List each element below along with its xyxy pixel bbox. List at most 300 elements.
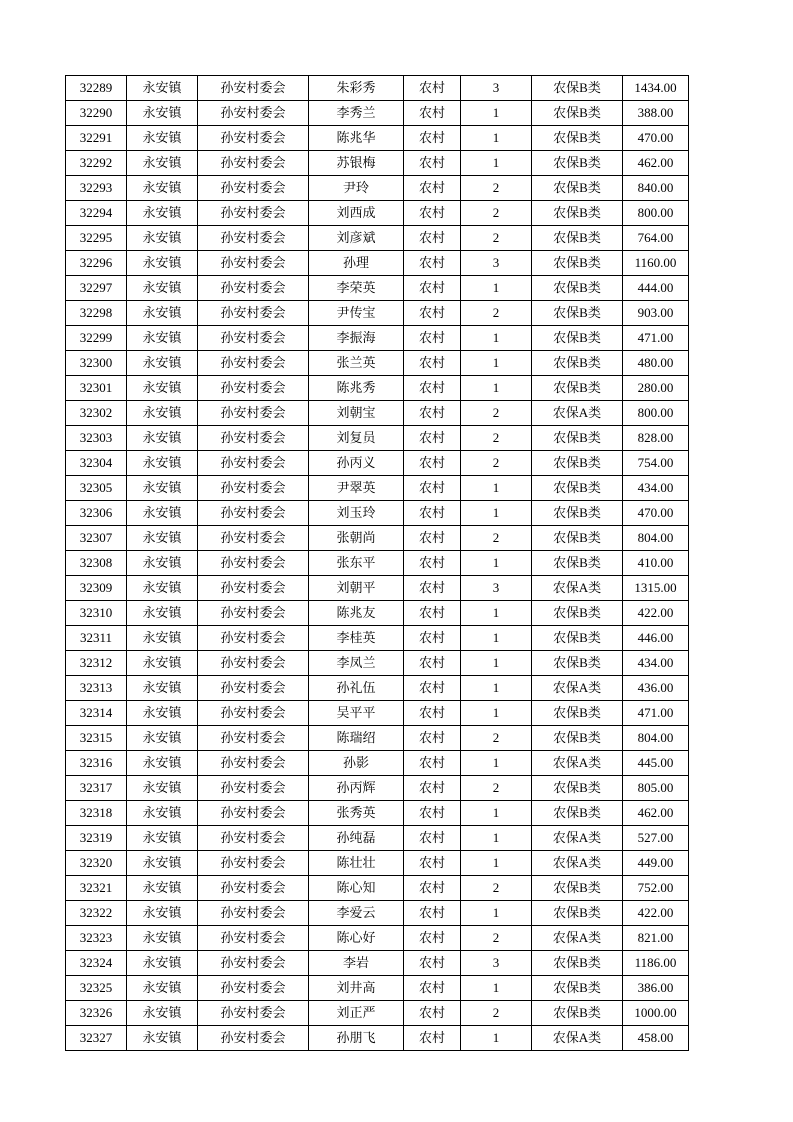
table-row bbox=[66, 76, 689, 101]
table-row bbox=[66, 151, 689, 176]
cell-name: 李凤兰 bbox=[309, 651, 404, 676]
cell-id: 32307 bbox=[66, 526, 127, 551]
cell-type: 农村 bbox=[404, 1001, 461, 1026]
cell-type: 农村 bbox=[404, 876, 461, 901]
cell-count: 2 bbox=[461, 226, 532, 251]
benefits-roster-table bbox=[65, 75, 689, 1051]
cell-count: 1 bbox=[461, 126, 532, 151]
cell-name: 陈心好 bbox=[309, 926, 404, 951]
cell-name: 尹玲 bbox=[309, 176, 404, 201]
cell-amount: 480.00 bbox=[623, 351, 689, 376]
cell-amount: 828.00 bbox=[623, 426, 689, 451]
cell-category: 农保B类 bbox=[532, 476, 623, 501]
cell-type: 农村 bbox=[404, 276, 461, 301]
cell-category: 农保B类 bbox=[532, 276, 623, 301]
cell-town: 永安镇 bbox=[127, 751, 198, 776]
cell-town: 永安镇 bbox=[127, 251, 198, 276]
cell-town: 永安镇 bbox=[127, 876, 198, 901]
cell-count: 1 bbox=[461, 826, 532, 851]
cell-category: 农保A类 bbox=[532, 576, 623, 601]
cell-town: 永安镇 bbox=[127, 951, 198, 976]
table-row bbox=[66, 1001, 689, 1026]
cell-village: 孙安村委会 bbox=[198, 76, 309, 101]
table-row bbox=[66, 876, 689, 901]
cell-amount: 1315.00 bbox=[623, 576, 689, 601]
cell-amount: 458.00 bbox=[623, 1026, 689, 1051]
cell-amount: 1000.00 bbox=[623, 1001, 689, 1026]
cell-amount: 754.00 bbox=[623, 451, 689, 476]
cell-town: 永安镇 bbox=[127, 326, 198, 351]
cell-amount: 764.00 bbox=[623, 226, 689, 251]
cell-type: 农村 bbox=[404, 1026, 461, 1051]
cell-name: 陈兆友 bbox=[309, 601, 404, 626]
cell-type: 农村 bbox=[404, 926, 461, 951]
cell-id: 32302 bbox=[66, 401, 127, 426]
cell-type: 农村 bbox=[404, 426, 461, 451]
cell-village: 孙安村委会 bbox=[198, 126, 309, 151]
cell-id: 32299 bbox=[66, 326, 127, 351]
cell-count: 1 bbox=[461, 501, 532, 526]
cell-amount: 446.00 bbox=[623, 626, 689, 651]
cell-id: 32291 bbox=[66, 126, 127, 151]
cell-id: 32296 bbox=[66, 251, 127, 276]
cell-id: 32321 bbox=[66, 876, 127, 901]
cell-village: 孙安村委会 bbox=[198, 176, 309, 201]
cell-village: 孙安村委会 bbox=[198, 1001, 309, 1026]
cell-town: 永安镇 bbox=[127, 851, 198, 876]
table-row bbox=[66, 176, 689, 201]
cell-type: 农村 bbox=[404, 951, 461, 976]
cell-type: 农村 bbox=[404, 401, 461, 426]
cell-town: 永安镇 bbox=[127, 276, 198, 301]
cell-name: 孙朋飞 bbox=[309, 1026, 404, 1051]
cell-id: 32290 bbox=[66, 101, 127, 126]
cell-amount: 470.00 bbox=[623, 126, 689, 151]
cell-amount: 470.00 bbox=[623, 501, 689, 526]
cell-category: 农保B类 bbox=[532, 701, 623, 726]
cell-category: 农保B类 bbox=[532, 501, 623, 526]
table-row bbox=[66, 976, 689, 1001]
cell-village: 孙安村委会 bbox=[198, 301, 309, 326]
table-row bbox=[66, 401, 689, 426]
cell-amount: 903.00 bbox=[623, 301, 689, 326]
cell-category: 农保B类 bbox=[532, 1001, 623, 1026]
table-row bbox=[66, 651, 689, 676]
cell-name: 刘朝平 bbox=[309, 576, 404, 601]
cell-category: 农保B类 bbox=[532, 426, 623, 451]
cell-town: 永安镇 bbox=[127, 776, 198, 801]
cell-village: 孙安村委会 bbox=[198, 251, 309, 276]
cell-village: 孙安村委会 bbox=[198, 976, 309, 1001]
cell-id: 32306 bbox=[66, 501, 127, 526]
cell-type: 农村 bbox=[404, 851, 461, 876]
cell-name: 李荣英 bbox=[309, 276, 404, 301]
cell-category: 农保A类 bbox=[532, 1026, 623, 1051]
cell-id: 32295 bbox=[66, 226, 127, 251]
cell-type: 农村 bbox=[404, 726, 461, 751]
cell-name: 苏银梅 bbox=[309, 151, 404, 176]
cell-id: 32311 bbox=[66, 626, 127, 651]
cell-amount: 527.00 bbox=[623, 826, 689, 851]
cell-village: 孙安村委会 bbox=[198, 501, 309, 526]
table-row bbox=[66, 601, 689, 626]
cell-amount: 804.00 bbox=[623, 726, 689, 751]
cell-count: 2 bbox=[461, 176, 532, 201]
cell-name: 陈兆华 bbox=[309, 126, 404, 151]
cell-count: 2 bbox=[461, 726, 532, 751]
cell-id: 32301 bbox=[66, 376, 127, 401]
cell-count: 1 bbox=[461, 701, 532, 726]
cell-id: 32314 bbox=[66, 701, 127, 726]
cell-id: 32325 bbox=[66, 976, 127, 1001]
table-row bbox=[66, 226, 689, 251]
cell-count: 1 bbox=[461, 551, 532, 576]
cell-count: 3 bbox=[461, 951, 532, 976]
cell-count: 1 bbox=[461, 326, 532, 351]
cell-town: 永安镇 bbox=[127, 901, 198, 926]
cell-category: 农保A类 bbox=[532, 676, 623, 701]
cell-amount: 445.00 bbox=[623, 751, 689, 776]
table-row bbox=[66, 276, 689, 301]
cell-category: 农保B类 bbox=[532, 226, 623, 251]
cell-category: 农保B类 bbox=[532, 876, 623, 901]
cell-village: 孙安村委会 bbox=[198, 276, 309, 301]
cell-town: 永安镇 bbox=[127, 826, 198, 851]
cell-id: 32294 bbox=[66, 201, 127, 226]
cell-name: 李振海 bbox=[309, 326, 404, 351]
cell-id: 32297 bbox=[66, 276, 127, 301]
cell-village: 孙安村委会 bbox=[198, 676, 309, 701]
cell-category: 农保B类 bbox=[532, 901, 623, 926]
cell-village: 孙安村委会 bbox=[198, 226, 309, 251]
table-row bbox=[66, 251, 689, 276]
cell-count: 2 bbox=[461, 776, 532, 801]
cell-category: 农保B类 bbox=[532, 176, 623, 201]
cell-count: 1 bbox=[461, 901, 532, 926]
cell-town: 永安镇 bbox=[127, 176, 198, 201]
cell-town: 永安镇 bbox=[127, 76, 198, 101]
cell-id: 32312 bbox=[66, 651, 127, 676]
cell-town: 永安镇 bbox=[127, 701, 198, 726]
cell-village: 孙安村委会 bbox=[198, 926, 309, 951]
table-row bbox=[66, 126, 689, 151]
cell-id: 32316 bbox=[66, 751, 127, 776]
cell-town: 永安镇 bbox=[127, 601, 198, 626]
cell-type: 农村 bbox=[404, 976, 461, 1001]
cell-type: 农村 bbox=[404, 251, 461, 276]
cell-village: 孙安村委会 bbox=[198, 776, 309, 801]
cell-village: 孙安村委会 bbox=[198, 651, 309, 676]
cell-count: 1 bbox=[461, 101, 532, 126]
cell-name: 陈心知 bbox=[309, 876, 404, 901]
cell-village: 孙安村委会 bbox=[198, 1026, 309, 1051]
cell-category: 农保B类 bbox=[532, 801, 623, 826]
cell-village: 孙安村委会 bbox=[198, 376, 309, 401]
cell-id: 32322 bbox=[66, 901, 127, 926]
cell-village: 孙安村委会 bbox=[198, 451, 309, 476]
cell-id: 32293 bbox=[66, 176, 127, 201]
cell-town: 永安镇 bbox=[127, 651, 198, 676]
cell-count: 3 bbox=[461, 76, 532, 101]
cell-amount: 449.00 bbox=[623, 851, 689, 876]
cell-name: 孙丙辉 bbox=[309, 776, 404, 801]
cell-amount: 434.00 bbox=[623, 476, 689, 501]
cell-type: 农村 bbox=[404, 451, 461, 476]
cell-name: 刘井高 bbox=[309, 976, 404, 1001]
cell-count: 2 bbox=[461, 201, 532, 226]
cell-type: 农村 bbox=[404, 801, 461, 826]
cell-village: 孙安村委会 bbox=[198, 476, 309, 501]
cell-count: 2 bbox=[461, 876, 532, 901]
cell-type: 农村 bbox=[404, 376, 461, 401]
cell-id: 32313 bbox=[66, 676, 127, 701]
cell-type: 农村 bbox=[404, 226, 461, 251]
cell-category: 农保B类 bbox=[532, 651, 623, 676]
cell-amount: 1186.00 bbox=[623, 951, 689, 976]
cell-town: 永安镇 bbox=[127, 801, 198, 826]
cell-count: 1 bbox=[461, 651, 532, 676]
cell-village: 孙安村委会 bbox=[198, 851, 309, 876]
cell-town: 永安镇 bbox=[127, 376, 198, 401]
cell-id: 32303 bbox=[66, 426, 127, 451]
table-row bbox=[66, 701, 689, 726]
table-row bbox=[66, 451, 689, 476]
cell-name: 孙理 bbox=[309, 251, 404, 276]
cell-town: 永安镇 bbox=[127, 126, 198, 151]
cell-count: 1 bbox=[461, 276, 532, 301]
cell-name: 李秀兰 bbox=[309, 101, 404, 126]
cell-id: 32305 bbox=[66, 476, 127, 501]
table-row bbox=[66, 376, 689, 401]
cell-category: 农保A类 bbox=[532, 751, 623, 776]
cell-category: 农保A类 bbox=[532, 851, 623, 876]
cell-name: 张兰英 bbox=[309, 351, 404, 376]
cell-town: 永安镇 bbox=[127, 976, 198, 1001]
cell-town: 永安镇 bbox=[127, 451, 198, 476]
cell-town: 永安镇 bbox=[127, 1001, 198, 1026]
cell-category: 农保A类 bbox=[532, 401, 623, 426]
cell-amount: 752.00 bbox=[623, 876, 689, 901]
cell-name: 李桂英 bbox=[309, 626, 404, 651]
cell-category: 农保B类 bbox=[532, 376, 623, 401]
table-body bbox=[66, 76, 689, 1051]
cell-count: 3 bbox=[461, 576, 532, 601]
cell-name: 张秀英 bbox=[309, 801, 404, 826]
cell-category: 农保B类 bbox=[532, 626, 623, 651]
cell-amount: 436.00 bbox=[623, 676, 689, 701]
table-row bbox=[66, 526, 689, 551]
cell-count: 1 bbox=[461, 601, 532, 626]
cell-amount: 422.00 bbox=[623, 601, 689, 626]
table-row bbox=[66, 201, 689, 226]
cell-village: 孙安村委会 bbox=[198, 726, 309, 751]
cell-amount: 800.00 bbox=[623, 201, 689, 226]
cell-count: 1 bbox=[461, 151, 532, 176]
cell-village: 孙安村委会 bbox=[198, 201, 309, 226]
cell-type: 农村 bbox=[404, 626, 461, 651]
cell-amount: 462.00 bbox=[623, 151, 689, 176]
cell-id: 32292 bbox=[66, 151, 127, 176]
cell-name: 吴平平 bbox=[309, 701, 404, 726]
cell-town: 永安镇 bbox=[127, 626, 198, 651]
cell-town: 永安镇 bbox=[127, 476, 198, 501]
cell-name: 李岩 bbox=[309, 951, 404, 976]
cell-count: 2 bbox=[461, 426, 532, 451]
cell-type: 农村 bbox=[404, 176, 461, 201]
table-row bbox=[66, 351, 689, 376]
table-row bbox=[66, 726, 689, 751]
table-row bbox=[66, 776, 689, 801]
cell-village: 孙安村委会 bbox=[198, 951, 309, 976]
cell-village: 孙安村委会 bbox=[198, 901, 309, 926]
cell-town: 永安镇 bbox=[127, 101, 198, 126]
cell-type: 农村 bbox=[404, 126, 461, 151]
cell-village: 孙安村委会 bbox=[198, 801, 309, 826]
cell-town: 永安镇 bbox=[127, 351, 198, 376]
cell-name: 刘朝宝 bbox=[309, 401, 404, 426]
cell-amount: 471.00 bbox=[623, 701, 689, 726]
cell-id: 32298 bbox=[66, 301, 127, 326]
table-row bbox=[66, 426, 689, 451]
cell-count: 1 bbox=[461, 351, 532, 376]
cell-town: 永安镇 bbox=[127, 201, 198, 226]
cell-town: 永安镇 bbox=[127, 426, 198, 451]
cell-category: 农保B类 bbox=[532, 976, 623, 1001]
cell-type: 农村 bbox=[404, 326, 461, 351]
cell-count: 1 bbox=[461, 676, 532, 701]
cell-town: 永安镇 bbox=[127, 926, 198, 951]
table-row bbox=[66, 326, 689, 351]
cell-count: 1 bbox=[461, 751, 532, 776]
table-row bbox=[66, 751, 689, 776]
cell-name: 张朝尚 bbox=[309, 526, 404, 551]
cell-category: 农保B类 bbox=[532, 526, 623, 551]
cell-amount: 386.00 bbox=[623, 976, 689, 1001]
cell-amount: 434.00 bbox=[623, 651, 689, 676]
cell-town: 永安镇 bbox=[127, 226, 198, 251]
cell-category: 农保B类 bbox=[532, 351, 623, 376]
cell-type: 农村 bbox=[404, 901, 461, 926]
cell-village: 孙安村委会 bbox=[198, 101, 309, 126]
cell-town: 永安镇 bbox=[127, 501, 198, 526]
table-row bbox=[66, 926, 689, 951]
cell-town: 永安镇 bbox=[127, 526, 198, 551]
cell-village: 孙安村委会 bbox=[198, 826, 309, 851]
cell-amount: 1160.00 bbox=[623, 251, 689, 276]
cell-category: 农保B类 bbox=[532, 326, 623, 351]
cell-type: 农村 bbox=[404, 751, 461, 776]
table-row bbox=[66, 851, 689, 876]
cell-id: 32300 bbox=[66, 351, 127, 376]
cell-id: 32317 bbox=[66, 776, 127, 801]
cell-village: 孙安村委会 bbox=[198, 576, 309, 601]
cell-amount: 821.00 bbox=[623, 926, 689, 951]
cell-village: 孙安村委会 bbox=[198, 601, 309, 626]
cell-village: 孙安村委会 bbox=[198, 701, 309, 726]
cell-name: 孙礼伍 bbox=[309, 676, 404, 701]
cell-type: 农村 bbox=[404, 676, 461, 701]
cell-category: 农保B类 bbox=[532, 301, 623, 326]
cell-count: 1 bbox=[461, 476, 532, 501]
cell-type: 农村 bbox=[404, 151, 461, 176]
cell-count: 1 bbox=[461, 851, 532, 876]
cell-town: 永安镇 bbox=[127, 551, 198, 576]
cell-count: 2 bbox=[461, 401, 532, 426]
cell-id: 32320 bbox=[66, 851, 127, 876]
table-row bbox=[66, 301, 689, 326]
cell-amount: 840.00 bbox=[623, 176, 689, 201]
cell-amount: 388.00 bbox=[623, 101, 689, 126]
cell-type: 农村 bbox=[404, 576, 461, 601]
cell-id: 32324 bbox=[66, 951, 127, 976]
cell-category: 农保B类 bbox=[532, 76, 623, 101]
cell-category: 农保A类 bbox=[532, 826, 623, 851]
cell-amount: 444.00 bbox=[623, 276, 689, 301]
table-row bbox=[66, 676, 689, 701]
cell-count: 1 bbox=[461, 376, 532, 401]
cell-village: 孙安村委会 bbox=[198, 551, 309, 576]
cell-id: 32319 bbox=[66, 826, 127, 851]
cell-name: 尹传宝 bbox=[309, 301, 404, 326]
cell-town: 永安镇 bbox=[127, 576, 198, 601]
cell-type: 农村 bbox=[404, 776, 461, 801]
cell-amount: 1434.00 bbox=[623, 76, 689, 101]
table-row bbox=[66, 576, 689, 601]
cell-name: 孙纯磊 bbox=[309, 826, 404, 851]
cell-category: 农保B类 bbox=[532, 201, 623, 226]
cell-amount: 804.00 bbox=[623, 526, 689, 551]
cell-id: 32318 bbox=[66, 801, 127, 826]
cell-category: 农保B类 bbox=[532, 451, 623, 476]
cell-count: 2 bbox=[461, 451, 532, 476]
cell-village: 孙安村委会 bbox=[198, 526, 309, 551]
cell-count: 2 bbox=[461, 301, 532, 326]
cell-village: 孙安村委会 bbox=[198, 326, 309, 351]
cell-name: 李爱云 bbox=[309, 901, 404, 926]
cell-category: 农保B类 bbox=[532, 251, 623, 276]
cell-village: 孙安村委会 bbox=[198, 401, 309, 426]
cell-type: 农村 bbox=[404, 601, 461, 626]
cell-count: 2 bbox=[461, 526, 532, 551]
cell-name: 尹翠英 bbox=[309, 476, 404, 501]
cell-type: 农村 bbox=[404, 76, 461, 101]
cell-name: 张东平 bbox=[309, 551, 404, 576]
cell-category: 农保B类 bbox=[532, 951, 623, 976]
cell-id: 32289 bbox=[66, 76, 127, 101]
cell-amount: 471.00 bbox=[623, 326, 689, 351]
cell-village: 孙安村委会 bbox=[198, 151, 309, 176]
cell-type: 农村 bbox=[404, 476, 461, 501]
cell-town: 永安镇 bbox=[127, 676, 198, 701]
cell-name: 刘彦斌 bbox=[309, 226, 404, 251]
cell-name: 刘复员 bbox=[309, 426, 404, 451]
table-row bbox=[66, 826, 689, 851]
cell-count: 1 bbox=[461, 1026, 532, 1051]
cell-type: 农村 bbox=[404, 551, 461, 576]
cell-village: 孙安村委会 bbox=[198, 626, 309, 651]
cell-name: 刘西成 bbox=[309, 201, 404, 226]
cell-town: 永安镇 bbox=[127, 401, 198, 426]
cell-name: 刘玉玲 bbox=[309, 501, 404, 526]
cell-type: 农村 bbox=[404, 101, 461, 126]
cell-category: 农保B类 bbox=[532, 126, 623, 151]
cell-town: 永安镇 bbox=[127, 726, 198, 751]
table-row bbox=[66, 1026, 689, 1051]
cell-category: 农保A类 bbox=[532, 926, 623, 951]
cell-count: 3 bbox=[461, 251, 532, 276]
cell-category: 农保B类 bbox=[532, 776, 623, 801]
cell-amount: 422.00 bbox=[623, 901, 689, 926]
